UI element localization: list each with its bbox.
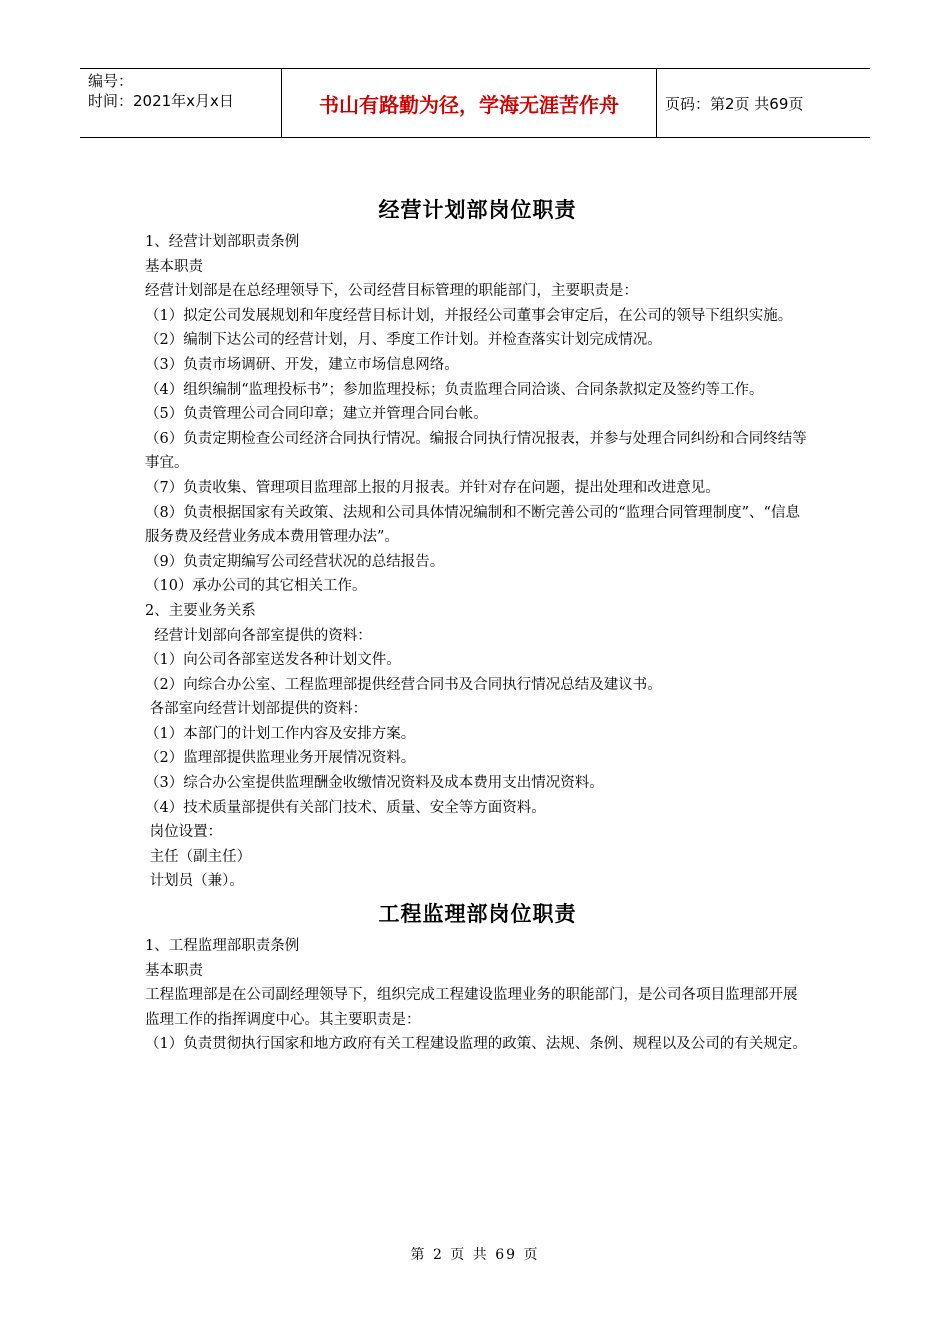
paragraph: （2）向综合办公室、工程监理部提供经营合同书及合同执行情况总结及建议书。 xyxy=(145,676,662,693)
paragraph: 基本职责 xyxy=(145,258,203,275)
paragraph: （4）组织编制“监理投标书”；参加监理投标；负责监理合同洽谈、合同条款拟定及签约等工作。 xyxy=(145,381,764,398)
paragraph: （4）技术质量部提供有关部门技术、质量、安全等方面资料。 xyxy=(145,799,546,816)
paragraph: （6）负责定期检查公司经济合同执行情况。编报合同执行情况报表，并参与处理合同纠纷和合同终结等事宜。 xyxy=(145,430,807,472)
paragraph: 工程监理部是在公司副经理领导下，组织完成工程建设监理业务的职能部门，是公司各项目监理部开展监理工作的指挥调度中心。其主要职责是： xyxy=(145,987,798,1028)
paragraph: 1、工程监理部职责条例 xyxy=(145,938,300,955)
header-meta xyxy=(80,69,282,137)
section-title-business-planning: 经营计划部岗位职责 xyxy=(378,198,577,222)
paragraph: （2）编制下达公司的经营计划，月、季度工作计划。并检查落实计划完成情况。 xyxy=(145,332,662,349)
section-body-business-planning xyxy=(145,230,810,894)
paragraph: 1、经营计划部职责条例 xyxy=(145,234,300,250)
paragraph: （3）负责市场调研、开发，建立市场信息网络。 xyxy=(145,356,459,373)
paragraph: 计划员（兼）。 xyxy=(145,873,244,890)
paragraph: 主任（副主任） xyxy=(145,848,252,865)
header-page-info: 页码：第2页 共69页 xyxy=(665,94,804,113)
paragraph: 2、主要业务关系 xyxy=(145,602,256,619)
header-motto: 书山有路勤为径，学海无涯苦作舟 xyxy=(282,69,657,137)
paragraph: （1）向公司各部室送发各种计划文件。 xyxy=(145,652,401,669)
section-title-engineering-supervision: 工程监理部岗位职责 xyxy=(378,902,577,927)
document-body xyxy=(145,190,810,1057)
paragraph: （1）拟定公司发展规划和年度经营目标计划，并报经公司董事会审定后，在公司的领导下组织实施。 xyxy=(145,307,793,324)
paragraph: 基本职责 xyxy=(145,962,203,979)
paragraph: （1）负责贯彻执行国家和地方政府有关工程建设监理的政策、法规、条例、规程以及公司的有关规定。 xyxy=(145,1036,807,1053)
paragraph: （2）监理部提供监理业务开展情况资料。 xyxy=(145,750,416,767)
header-table xyxy=(80,68,870,138)
paragraph: （3）综合办公室提供监理酬金收缴情况资料及成本费用支出情况资料。 xyxy=(145,775,604,792)
paragraph: （10）承办公司的其它相关工作。 xyxy=(145,578,367,595)
paragraph: 岗位设置： xyxy=(145,824,223,841)
paragraph: （7）负责收集、管理项目监理部上报的月报表。并针对存在问题，提出处理和改进意见。 xyxy=(145,479,720,496)
paragraph: 经营计划部是在总经理领导下，公司经营目标管理的职能部门，主要职责是： xyxy=(145,283,638,300)
page-footer: 第 2 页 共 69 页 xyxy=(410,1247,540,1263)
paragraph: （1）本部门的计划工作内容及安排方案。 xyxy=(145,725,416,742)
paragraph: （9）负责定期编写公司经营状况的总结报告。 xyxy=(145,553,445,570)
paragraph: （5）负责管理公司合同印章；建立并管理合同台帐。 xyxy=(145,406,488,423)
code-label: 编号： xyxy=(88,72,134,90)
section-body-engineering-supervision xyxy=(145,934,810,1057)
paragraph: 经营计划部向各部室提供的资料： xyxy=(145,627,372,644)
paragraph: （8）负责根据国家有关政策、法规和公司具体情况编制和不断完善公司的“监理合同管理制度”、“信息服务费及经营业务成本费用管理办法”。 xyxy=(145,504,800,546)
time-label: 时间：2021年x月x日 xyxy=(88,92,234,110)
paragraph: 各部室向经营计划部提供的资料： xyxy=(145,701,368,718)
